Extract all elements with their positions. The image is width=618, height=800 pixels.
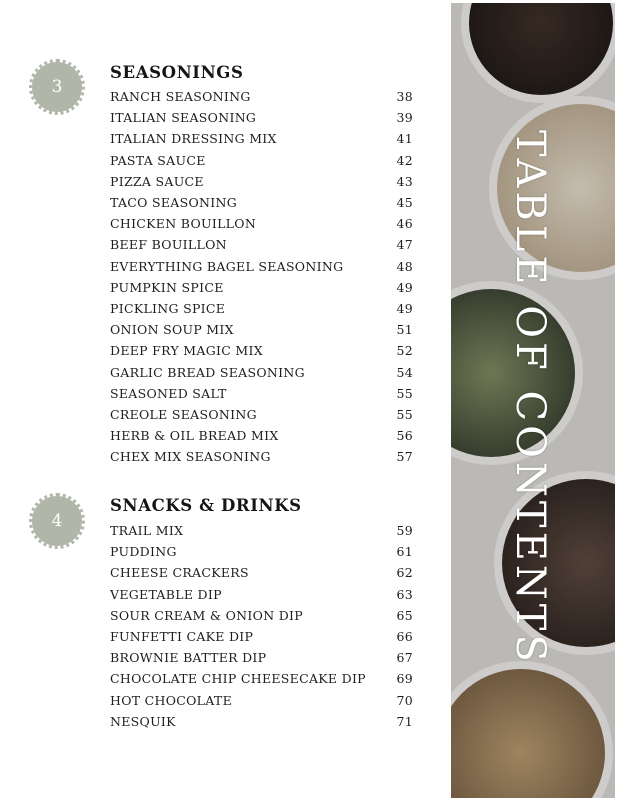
toc-entry-page: 69 — [396, 671, 413, 687]
toc-entry-label: ITALIAN SEASONING — [110, 110, 257, 126]
toc-entry-page: 48 — [396, 258, 413, 274]
toc-entry-label: EVERYTHING BAGEL SEASONING — [110, 258, 344, 274]
toc-entry-page: 65 — [396, 607, 413, 623]
section-number-badge — [32, 62, 82, 112]
toc-entry — [110, 523, 413, 544]
toc-entry-page: 63 — [396, 586, 413, 602]
toc-entry — [110, 544, 413, 565]
toc-entry-page: 57 — [396, 449, 413, 465]
toc-entry-label: HOT CHOCOLATE — [110, 692, 232, 708]
toc-entry — [110, 153, 413, 174]
toc-entry — [110, 110, 413, 131]
toc-entry-label: BEEF BOUILLON — [110, 237, 227, 253]
toc-entry — [110, 407, 413, 428]
toc-entry-page: 51 — [396, 322, 413, 338]
toc-entry-label: NESQUIK — [110, 713, 176, 729]
toc-entry-page: 49 — [396, 301, 413, 316]
toc-entry — [110, 174, 413, 195]
toc-entry-page: 56 — [396, 428, 413, 444]
toc-entry-page: 41 — [396, 131, 413, 147]
section-title: SEASONINGS — [110, 63, 244, 82]
toc-entry — [110, 322, 413, 343]
toc-entry-label: CHICKEN BOUILLON — [110, 216, 257, 232]
toc-entry-page: 42 — [396, 152, 413, 168]
toc-entry — [110, 449, 413, 470]
toc-entry-page: 46 — [396, 216, 413, 232]
toc-entry-label: CREOLE SEASONING — [110, 407, 257, 422]
toc-entry-label: FUNFETTI CAKE DIP — [110, 629, 254, 644]
toc-entry-label: CHEESE CRACKERS — [110, 565, 249, 581]
toc-entry — [110, 671, 413, 692]
toc-entry — [110, 259, 413, 280]
toc-entry-page: 39 — [396, 110, 413, 126]
toc-entry-label: CHOCOLATE CHIP CHEESECAKE DIP — [110, 671, 366, 687]
toc-entry — [110, 280, 413, 301]
toc-entry-label: CHEX MIX SEASONING — [110, 449, 271, 465]
toc-entry-label: ONION SOUP MIX — [110, 322, 234, 338]
toc-entry-label: RANCH SEASONING — [110, 89, 251, 104]
toc-entry-page: 47 — [396, 237, 413, 253]
toc-entry — [110, 131, 413, 152]
toc-entry-page: 66 — [396, 629, 413, 644]
toc-entry — [110, 216, 413, 237]
toc-entry — [110, 195, 413, 216]
toc-entry-label: VEGETABLE DIP — [110, 586, 222, 602]
toc-entry-label: BROWNIE BATTER DIP — [110, 650, 267, 666]
section-number: 3 — [51, 77, 63, 97]
toc-entry — [110, 301, 413, 322]
section-number-badge — [32, 496, 82, 546]
toc-entry-label: TACO SEASONING — [110, 195, 237, 210]
toc-entry — [110, 587, 413, 608]
toc-entry-label: PASTA SAUCE — [110, 152, 206, 168]
toc-entry — [110, 608, 413, 629]
toc-entry-label: GARLIC BREAD SEASONING — [110, 364, 305, 380]
toc-entry — [110, 650, 413, 671]
toc-entry-label: SOUR CREAM & ONION DIP — [110, 607, 303, 623]
toc-entry — [110, 629, 413, 650]
toc-entry — [110, 343, 413, 364]
toc-entry-label: ITALIAN DRESSING MIX — [110, 131, 277, 147]
toc-entry-page: 49 — [396, 279, 413, 295]
toc-entry — [110, 365, 413, 386]
toc-entry-page: 52 — [396, 343, 413, 359]
toc-entry-label: PUDDING — [110, 544, 177, 560]
toc-entry-page: 54 — [396, 364, 413, 380]
toc-entry — [110, 89, 413, 110]
toc-entry-page: 55 — [396, 407, 413, 422]
toc-entry-label: PUMPKIN SPICE — [110, 279, 224, 295]
toc-entry-label: DEEP FRY MAGIC MIX — [110, 343, 263, 359]
toc-entry — [110, 386, 413, 407]
toc-entry-label: HERB & OIL BREAD MIX — [110, 428, 279, 444]
toc-entry-page: 59 — [396, 523, 413, 538]
toc-entry — [110, 714, 413, 735]
toc-entry-page: 71 — [396, 713, 413, 729]
toc-entry-label: SEASONED SALT — [110, 385, 227, 401]
toc-entry — [110, 565, 413, 586]
toc-entry-page: 61 — [396, 544, 413, 560]
toc-entry-page: 45 — [396, 195, 413, 210]
toc-entry-page: 43 — [396, 173, 413, 189]
toc-entry-label: TRAIL MIX — [110, 523, 184, 538]
toc-entry-page: 70 — [396, 692, 413, 708]
section-title: SNACKS & DRINKS — [110, 496, 302, 515]
toc-entry-page: 67 — [396, 650, 413, 666]
toc-entry-label: PICKLING SPICE — [110, 301, 226, 316]
toc-entry-page: 55 — [396, 385, 413, 401]
toc-entry-page: 38 — [396, 89, 413, 104]
section-number: 4 — [51, 511, 63, 531]
toc-entry-page: 62 — [396, 565, 413, 581]
side-title: TABLE OF CONTENTS — [507, 130, 553, 666]
toc-entry — [110, 237, 413, 258]
toc-entry-label: PIZZA SAUCE — [110, 173, 204, 189]
toc-entry — [110, 693, 413, 714]
toc-entry — [110, 428, 413, 449]
